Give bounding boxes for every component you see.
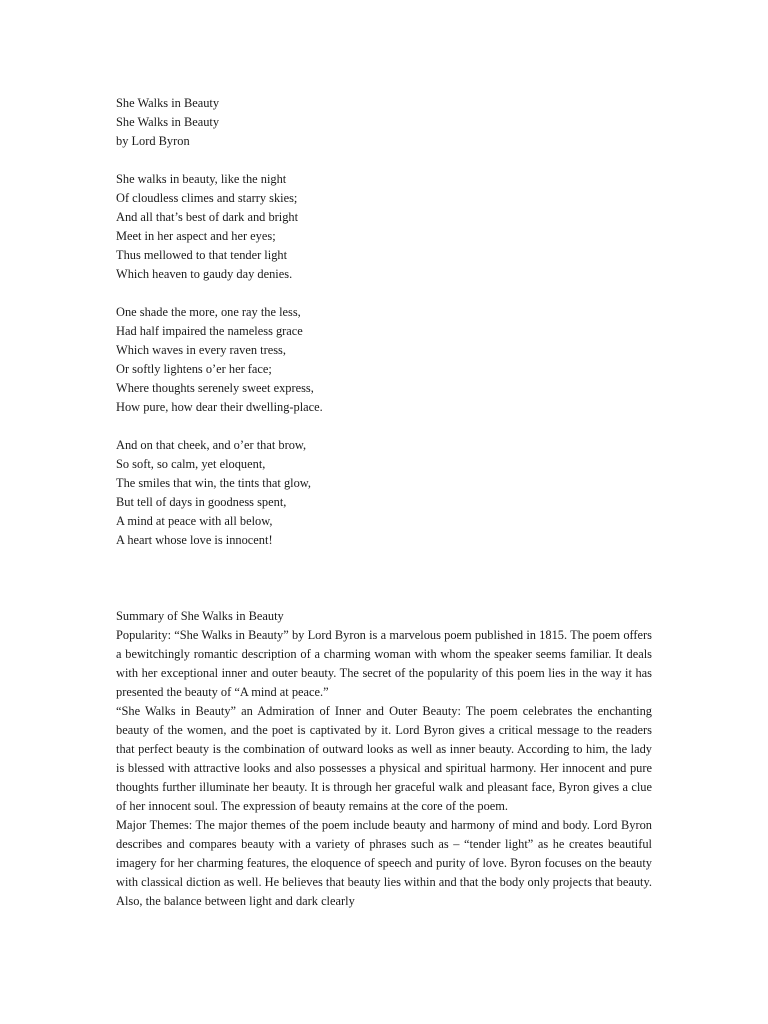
- poem-line: Meet in her aspect and her eyes;: [116, 229, 276, 243]
- poem-line: But tell of days in goodness spent,: [116, 495, 287, 509]
- stanza-3: [116, 436, 652, 550]
- document-page: [116, 94, 652, 911]
- spacer: [116, 550, 652, 607]
- poem-line: Where thoughts serenely sweet express,: [116, 381, 314, 395]
- summary-paragraph-themes: Major Themes: The major themes of the poem include beauty and harmony of mind and body. Lord Byron describes and compares beauty with a variety of phrases such as – “tender light” as he creates beautiful imagery for her charming features, the eloquence of speech and purity of love. Byron focuses on the beauty with classical diction as well. He believes that beauty lies within and that the body only projects that beauty. Also, the balance between light and dark clearly: [116, 818, 652, 908]
- poem-line: A heart whose love is innocent!: [116, 533, 273, 547]
- spacer: [116, 417, 652, 436]
- summary-heading: Summary of She Walks in Beauty: [116, 609, 284, 623]
- document-title: She Walks in Beauty: [116, 96, 220, 110]
- poem-line: The smiles that win, the tints that glow,: [116, 476, 312, 490]
- spacer: [116, 151, 652, 170]
- poem-line: How pure, how dear their dwelling-place.: [116, 400, 323, 414]
- poem-title: She Walks in Beauty: [116, 115, 220, 129]
- poem-line: Which waves in every raven tress,: [116, 343, 286, 357]
- poem-line: Had half impaired the nameless grace: [116, 324, 303, 338]
- poem-line: One shade the more, one ray the less,: [116, 305, 301, 319]
- summary-paragraph-popularity: Popularity: “She Walks in Beauty” by Lord Byron is a marvelous poem published in 1815. The poem offers a bewitchingly romantic description of a charming woman with whom the speaker seems familiar. It deals with her exceptional inner and outer beauty. The secret of the popularity of this poem lies in the way it has presented the beauty of “A mind at peace.”: [116, 628, 652, 699]
- poem-line: And on that cheek, and o’er that brow,: [116, 438, 307, 452]
- poem-line: And all that’s best of dark and bright: [116, 210, 299, 224]
- stanza-2: [116, 303, 652, 417]
- summary-paragraph-admiration: “She Walks in Beauty” an Admiration of Inner and Outer Beauty: The poem celebrates the enchanting beauty of the women, and the poet is captivated by it. Lord Byron gives a critical message to the readers that perfect beauty is the combination of outward looks as well as inner beauty. According to him, the lady is blessed with attractive looks and also possesses a physical and spiritual harmony. Her innocent and pure thoughts further illuminate her beauty. It is through her graceful walk and pleasant face, Byron gives a clue of her innocent soul. The expression of beauty remains at the core of the poem.: [116, 704, 652, 813]
- poem-author: by Lord Byron: [116, 134, 190, 148]
- poem-line: She walks in beauty, like the night: [116, 172, 287, 186]
- poem-line: Which heaven to gaudy day denies.: [116, 267, 293, 281]
- poem-line: A mind at peace with all below,: [116, 514, 273, 528]
- poem-line: Or softly lightens o’er her face;: [116, 362, 272, 376]
- poem-line: Thus mellowed to that tender light: [116, 248, 288, 262]
- stanza-1: [116, 170, 652, 284]
- poem-line: So soft, so calm, yet eloquent,: [116, 457, 266, 471]
- spacer: [116, 284, 652, 303]
- poem-line: Of cloudless climes and starry skies;: [116, 191, 298, 205]
